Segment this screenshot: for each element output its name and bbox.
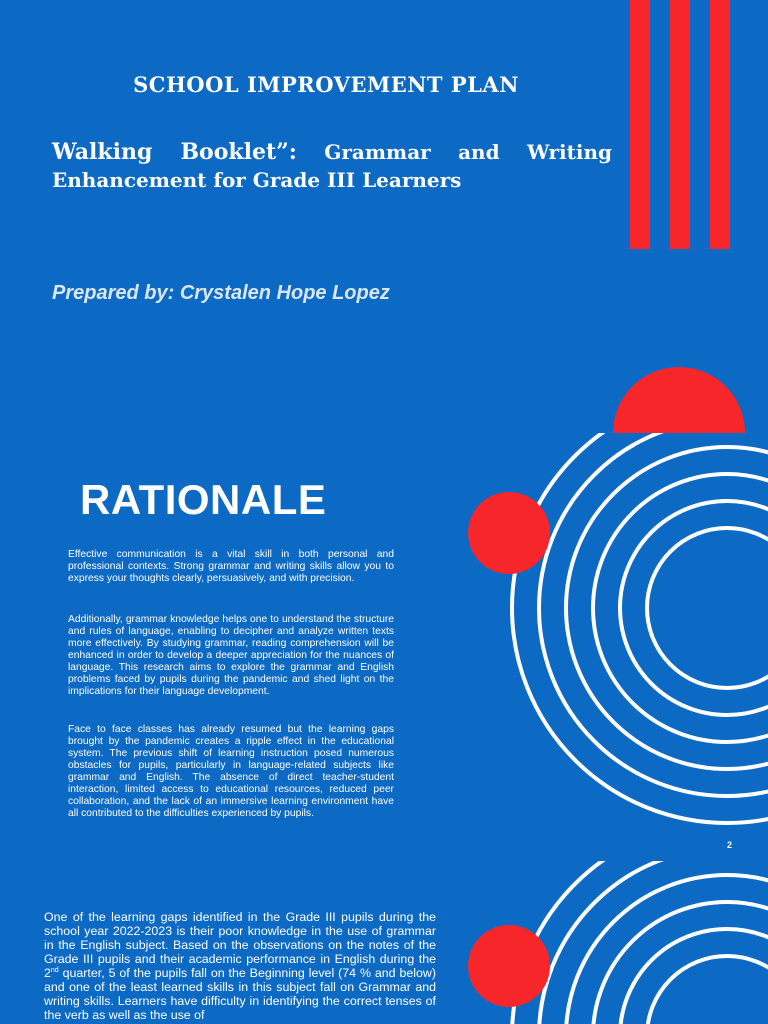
rationale-paragraph-1: Effective communication is a vital skill in both personal and professional contexts. Strong grammar and writing skills allow you to express your thoughts clearly, persuasively, and with precision. xyxy=(68,549,394,584)
ring-graphic-bottom xyxy=(440,860,768,1024)
rationale-heading: RATIONALE xyxy=(80,476,327,523)
subtitle-rest: Grammar and Writing Enhancement for Grade III Learners xyxy=(52,140,612,192)
page-number: 2 xyxy=(727,840,733,850)
subtitle-lead: Walking Booklet”: xyxy=(52,139,297,165)
page-title: SCHOOL IMPROVEMENT PLAN xyxy=(133,72,519,97)
red-stripe-2 xyxy=(670,0,690,249)
rationale-paragraph-2: Additionally, grammar knowledge helps one to understand the structure and rules of language, enabling to decipher and analyze written texts more effectively. By studying grammar, reading comprehension will be enhanced in order to develop a deeper appreciation for the nuances of language. This research aims to explore the grammar and English problems faced by pupils during the pandemic and shed light on the implications for their language development. xyxy=(68,614,394,697)
ring-b6 xyxy=(512,860,768,1024)
ring-b1 xyxy=(647,956,768,1024)
page-subtitle xyxy=(52,138,612,194)
second-page-text-b: quarter, 5 of the pupils fall on the Beginning level (74 % and below) and one of the least learned skills in this subject fall on Grammar and writing skills. Learners have difficulty in identifying the correct tenses of the verb as well as the use of xyxy=(44,966,436,1022)
red-dot-top xyxy=(468,492,550,574)
ring-b2 xyxy=(620,929,768,1024)
red-stripe-3 xyxy=(710,0,730,249)
red-dot-bottom xyxy=(468,925,550,1007)
ring-b3 xyxy=(593,902,768,1024)
second-page-paragraph xyxy=(44,910,436,1022)
red-semicircle xyxy=(613,367,745,433)
second-page-text-a: One of the learning gaps identified in the Grade III pupils during the school year 2022-2023 is their poor knowledge in the use of grammar in the English subject. Based on the observations on the notes of the Grade III pupils and their academic performance in English during the 2 xyxy=(44,910,436,980)
red-stripe-1 xyxy=(630,0,650,249)
ring-5 xyxy=(539,420,768,796)
ring-graphic-top xyxy=(440,360,768,840)
ring-6 xyxy=(512,393,768,823)
ring-1 xyxy=(647,528,768,688)
ordinal-suffix: nd xyxy=(50,966,59,974)
rationale-paragraph-3: Face to face classes has already resumed but the learning gaps brought by the pandemic creates a ripple effect in the educational system. The previous shift of learning instruction posed numerous obstacles for pupils, particularly in language-related subjects like grammar and English. The absence of direct teacher-student interaction, limited access to educational resources, reduced peer collaboration, and the lack of an immersive learning environment have all contributed to the difficulties experienced by pupils. xyxy=(68,724,394,819)
ring-4 xyxy=(566,447,768,769)
prepared-by: Prepared by: Crystalen Hope Lopez xyxy=(52,282,390,304)
